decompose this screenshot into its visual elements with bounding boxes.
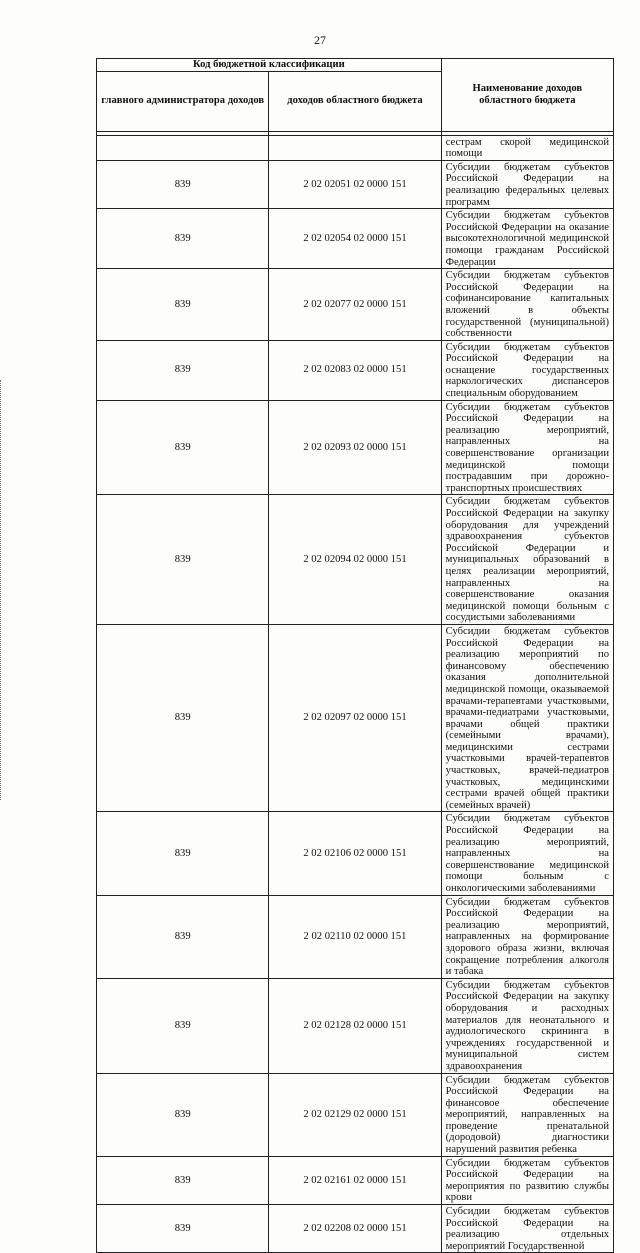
income-code-cell: 2 02 02106 02 0000 151: [269, 812, 441, 895]
admin-code-cell: 839: [97, 340, 269, 400]
table-row: [97, 495, 614, 625]
income-name-cell: Субсидии бюджетам субъектов Российской Федерации на реализацию мероприятий по финансовому обеспечению оказания дополнительной медицинской помощи, оказываемой врачами-терапевтами участковыми, врачами-педиатрами участковыми, врачами общей практики (семейными врачами), медицинскими сестрами участковыми врачей-терапевтов участковых, врачей-педиатров участковых, медицинскими сестрами врачей общей практики (семейных врачей): [441, 624, 613, 812]
admin-code-cell: 839: [97, 1073, 269, 1156]
income-code-cell: 2 02 02077 02 0000 151: [269, 269, 441, 341]
income-code-cell: 2 02 02097 02 0000 151: [269, 624, 441, 812]
table-row: [97, 1156, 614, 1204]
table-row: [97, 895, 614, 978]
table-row: [97, 1073, 614, 1156]
income-code-cell: 2 02 02094 02 0000 151: [269, 495, 441, 625]
income-name-cell: Субсидии бюджетам субъектов Российской Федерации на оснащение государственных наркологических диспансеров специальным оборудованием: [441, 340, 613, 400]
table-row: [97, 340, 614, 400]
income-name-cell: Субсидии бюджетам субъектов Российской Федерации на реализацию мероприятий, направленных на совершенствование медицинской помощи больным с онкологическими заболеваниями: [441, 812, 613, 895]
income-name-cell: Субсидии бюджетам субъектов Российской Федерации на закупку оборудования для учреждений здравоохранения субъектов Российской Федерации и муниципальных образований в целях реализации мероприятий, направленных на совершенствование оказания медицинской помощи больным с сосудистыми заболеваниями: [441, 495, 613, 625]
admin-code-cell: 839: [97, 400, 269, 495]
income-code-cell: 2 02 02110 02 0000 151: [269, 895, 441, 978]
income-code-cell: 2 02 02128 02 0000 151: [269, 978, 441, 1073]
table-row: [97, 135, 614, 160]
admin-code-cell: 839: [97, 495, 269, 625]
table-row: [97, 269, 614, 341]
income-code-cell: 2 02 02054 02 0000 151: [269, 209, 441, 269]
table-row: [97, 209, 614, 269]
header-budget-code-group: Код бюджетной классификации: [97, 59, 442, 72]
admin-code-cell: [97, 135, 269, 160]
income-name-cell: Субсидии бюджетам субъектов Российской Федерации на оказание высокотехнологичной медицинской помощи гражданам Российской Федерации: [441, 209, 613, 269]
income-code-cell: [269, 135, 441, 160]
income-name-cell: Субсидии бюджетам субъектов Российской Федерации на мероприятия по развитию службы крови: [441, 1156, 613, 1204]
admin-code-cell: 839: [97, 1205, 269, 1253]
admin-code-cell: 839: [97, 1156, 269, 1204]
admin-code-cell: 839: [97, 895, 269, 978]
table-row: [97, 978, 614, 1073]
income-name-cell: Субсидии бюджетам субъектов Российской Федерации на софинансирование капитальных вложений в объекты государственной (муниципальной) собственности: [441, 269, 613, 341]
page-number: 27: [314, 33, 326, 47]
income-name-cell: Субсидии бюджетам субъектов Российской Федерации на реализацию мероприятий, направленных на формирование здорового образа жизни, включая сокращение потребления алкоголя и табака: [441, 895, 613, 978]
header-chief-administrator: главного администратора доходов: [97, 71, 269, 131]
table-row: [97, 400, 614, 495]
scan-edge-mark: [0, 380, 4, 800]
admin-code-cell: 839: [97, 209, 269, 269]
table-row: [97, 812, 614, 895]
income-name-cell: сестрам скорой медицинской помощи: [441, 135, 613, 160]
income-code-cell: 2 02 02129 02 0000 151: [269, 1073, 441, 1156]
income-name-cell: Субсидии бюджетам субъектов Российской Федерации на реализацию мероприятий, направленных на совершенствование организации медицинской помощи пострадавшим при дорожно-транспортных происшествиях: [441, 400, 613, 495]
admin-code-cell: 839: [97, 160, 269, 208]
income-code-cell: 2 02 02093 02 0000 151: [269, 400, 441, 495]
income-code-cell: 2 02 02083 02 0000 151: [269, 340, 441, 400]
header-regional-income: доходов областного бюджета: [269, 71, 441, 131]
income-name-cell: Субсидии бюджетам субъектов Российской Федерации на финансовое обеспечение мероприятий, направленных на проведение пренатальной (дородовой) диагностики нарушений развития ребенка: [441, 1073, 613, 1156]
budget-classification-table: [96, 58, 614, 1253]
admin-code-cell: 839: [97, 812, 269, 895]
header-income-name: Наименование доходов областного бюджета: [441, 59, 613, 132]
income-code-cell: 2 02 02051 02 0000 151: [269, 160, 441, 208]
admin-code-cell: 839: [97, 269, 269, 341]
income-name-cell: Субсидии бюджетам субъектов Российской Федерации на реализацию отдельных мероприятий Государственной: [441, 1205, 613, 1253]
table-row: [97, 1205, 614, 1253]
income-code-cell: 2 02 02208 02 0000 151: [269, 1205, 441, 1253]
admin-code-cell: 839: [97, 624, 269, 812]
income-name-cell: Субсидии бюджетам субъектов Российской Федерации на реализацию федеральных целевых программ: [441, 160, 613, 208]
table-row: [97, 160, 614, 208]
table-row: [97, 624, 614, 812]
income-code-cell: 2 02 02161 02 0000 151: [269, 1156, 441, 1204]
admin-code-cell: 839: [97, 978, 269, 1073]
income-name-cell: Субсидии бюджетам субъектов Российской Федерации на закупку оборудования и расходных материалов для неонатального и аудиологического скрининга в учреждениях государственной и муниципальной систем здравоохранения: [441, 978, 613, 1073]
